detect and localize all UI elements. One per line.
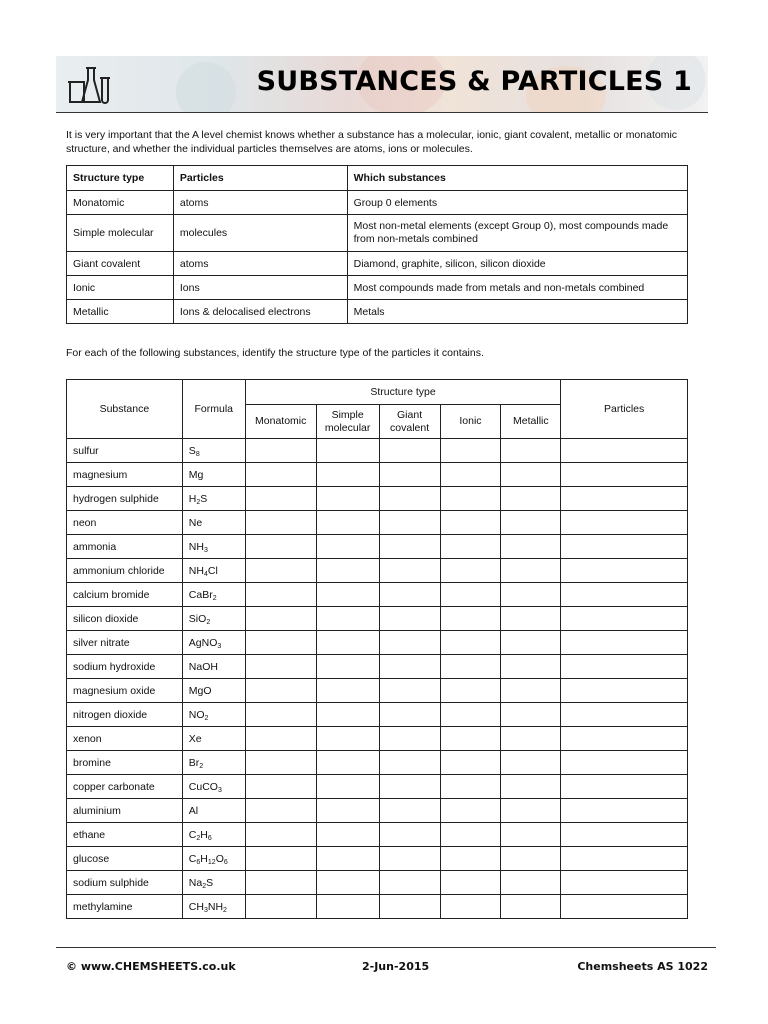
- answer-cell-giant-covalent[interactable]: [379, 583, 440, 607]
- type-header-giant-covalent: Giant covalent: [379, 405, 440, 439]
- table-row: [67, 847, 688, 871]
- answer-cell-particles[interactable]: [561, 535, 688, 559]
- substances-cell: Most non-metal elements (except Group 0), most compounds made from non-metals combined: [347, 215, 687, 252]
- answer-cell-monatomic[interactable]: [245, 895, 316, 919]
- answer-cell-particles[interactable]: [561, 799, 688, 823]
- formula-cell: Al: [182, 799, 245, 823]
- answer-cell-simple-molecular[interactable]: [316, 871, 379, 895]
- table-row: [67, 583, 688, 607]
- substances-cell: Most compounds made from metals and non-metals combined: [347, 276, 687, 300]
- worksheet-header-row: [67, 380, 688, 405]
- answer-cell-metallic[interactable]: [501, 583, 561, 607]
- table-row: [67, 895, 688, 919]
- answer-cell-monatomic[interactable]: [245, 871, 316, 895]
- answer-cell-particles[interactable]: [561, 583, 688, 607]
- formula-cell: NaOH: [182, 655, 245, 679]
- answer-cell-giant-covalent[interactable]: [379, 871, 440, 895]
- answer-cell-ionic[interactable]: [440, 751, 501, 775]
- answer-cell-simple-molecular[interactable]: [316, 679, 379, 703]
- answer-cell-simple-molecular[interactable]: [316, 895, 379, 919]
- answer-cell-simple-molecular[interactable]: [316, 631, 379, 655]
- substances-cell: Diamond, graphite, silicon, silicon dioxide: [347, 252, 687, 276]
- answer-cell-simple-molecular[interactable]: [316, 655, 379, 679]
- table-row: [67, 727, 688, 751]
- answer-cell-metallic[interactable]: [501, 871, 561, 895]
- table-row: [67, 535, 688, 559]
- answer-cell-ionic[interactable]: [440, 487, 501, 511]
- answer-cell-particles[interactable]: [561, 607, 688, 631]
- answer-cell-ionic[interactable]: [440, 799, 501, 823]
- answer-cell-monatomic[interactable]: [245, 607, 316, 631]
- formula-cell: CuCO$_3$: [182, 775, 245, 799]
- answer-cell-giant-covalent[interactable]: [379, 727, 440, 751]
- formula-cell: $H_2S$: [182, 487, 245, 511]
- table-row: [67, 775, 688, 799]
- substance-cell: methylamine: [67, 895, 183, 919]
- formula-header: Formula: [182, 380, 245, 439]
- table-row: [67, 300, 688, 324]
- answer-cell-giant-covalent[interactable]: [379, 823, 440, 847]
- structure-type-cell: Metallic: [67, 300, 174, 324]
- footer-date: 2-Jun-2015: [362, 960, 430, 973]
- header-banner: [56, 56, 708, 112]
- answer-cell-metallic[interactable]: [501, 511, 561, 535]
- answer-cell-ionic[interactable]: [440, 439, 501, 463]
- answer-cell-simple-molecular[interactable]: [316, 775, 379, 799]
- page-title: SUBSTANCES & PARTICLES 1: [256, 66, 692, 97]
- answer-cell-monatomic[interactable]: [245, 559, 316, 583]
- answer-cell-monatomic[interactable]: [245, 487, 316, 511]
- substance-header: Substance: [67, 380, 183, 439]
- answer-cell-monatomic[interactable]: [245, 679, 316, 703]
- substance-cell: sulfur: [67, 439, 183, 463]
- answer-cell-simple-molecular[interactable]: [316, 535, 379, 559]
- answer-cell-particles[interactable]: [561, 439, 688, 463]
- answer-cell-particles[interactable]: [561, 511, 688, 535]
- answer-cell-monatomic[interactable]: [245, 847, 316, 871]
- answer-cell-giant-covalent[interactable]: [379, 751, 440, 775]
- table-row: [67, 679, 688, 703]
- answer-cell-simple-molecular[interactable]: [316, 751, 379, 775]
- answer-cell-monatomic[interactable]: [245, 775, 316, 799]
- answer-cell-monatomic[interactable]: [245, 799, 316, 823]
- formula-cell: Ne: [182, 511, 245, 535]
- answer-cell-giant-covalent[interactable]: [379, 799, 440, 823]
- answer-cell-giant-covalent[interactable]: [379, 679, 440, 703]
- answer-cell-metallic[interactable]: [501, 655, 561, 679]
- substance-cell: xenon: [67, 727, 183, 751]
- answer-cell-simple-molecular[interactable]: [316, 559, 379, 583]
- formula-cell: $NH_4Cl$: [182, 559, 245, 583]
- answer-cell-metallic[interactable]: [501, 727, 561, 751]
- type-header-simple-molecular: Simple molecular: [316, 405, 379, 439]
- table-row: [67, 463, 688, 487]
- answer-cell-simple-molecular[interactable]: [316, 511, 379, 535]
- answer-cell-giant-covalent[interactable]: [379, 703, 440, 727]
- substance-cell: bromine: [67, 751, 183, 775]
- answer-cell-monatomic[interactable]: [245, 535, 316, 559]
- answer-cell-monatomic[interactable]: [245, 727, 316, 751]
- table-row: [67, 252, 688, 276]
- table-row: [67, 607, 688, 631]
- answer-cell-ionic[interactable]: [440, 679, 501, 703]
- substance-cell: aluminium: [67, 799, 183, 823]
- formula-cell: $Na_2S$: [182, 871, 245, 895]
- formula-cell: AgNO$_3$: [182, 631, 245, 655]
- reference-table: [66, 165, 688, 324]
- formula-cell: $NH_3$: [182, 535, 245, 559]
- answer-cell-monatomic[interactable]: [245, 439, 316, 463]
- answer-cell-metallic[interactable]: [501, 799, 561, 823]
- table-row: [67, 703, 688, 727]
- formula-cell: $CH_3NH_2$: [182, 895, 245, 919]
- answer-cell-ionic[interactable]: [440, 583, 501, 607]
- substances-cell: Metals: [347, 300, 687, 324]
- structure-type-cell: Simple molecular: [67, 215, 174, 252]
- answer-cell-particles[interactable]: [561, 631, 688, 655]
- answer-cell-metallic[interactable]: [501, 703, 561, 727]
- answer-cell-monatomic[interactable]: [245, 703, 316, 727]
- substance-cell: hydrogen sulphide: [67, 487, 183, 511]
- column-header: Structure type: [67, 166, 174, 191]
- formula-cell: $NO_2$: [182, 703, 245, 727]
- formula-cell: $C_2H_6$: [182, 823, 245, 847]
- answer-cell-monatomic[interactable]: [245, 823, 316, 847]
- table-row: [67, 751, 688, 775]
- answer-cell-particles[interactable]: [561, 655, 688, 679]
- substance-cell: calcium bromide: [67, 583, 183, 607]
- answer-cell-particles[interactable]: [561, 679, 688, 703]
- answer-cell-particles[interactable]: [561, 823, 688, 847]
- answer-cell-ionic[interactable]: [440, 727, 501, 751]
- intro-paragraph: It is very important that the A level chemist knows whether a substance has a molecular, ionic, giant covalent, metallic or monatomic structure, and whether the individual particles themselves are atoms, ions or molecules.: [66, 129, 678, 155]
- answer-cell-ionic[interactable]: [440, 655, 501, 679]
- answer-cell-particles[interactable]: [561, 775, 688, 799]
- table-row: [67, 631, 688, 655]
- answer-cell-giant-covalent[interactable]: [379, 439, 440, 463]
- formula-cell: MgO: [182, 679, 245, 703]
- answer-cell-simple-molecular[interactable]: [316, 703, 379, 727]
- answer-cell-particles[interactable]: [561, 871, 688, 895]
- table-row: [67, 559, 688, 583]
- particles-cell: Ions: [173, 276, 347, 300]
- substance-cell: magnesium: [67, 463, 183, 487]
- answer-cell-particles[interactable]: [561, 847, 688, 871]
- answer-cell-metallic[interactable]: [501, 847, 561, 871]
- substance-cell: ammonia: [67, 535, 183, 559]
- answer-cell-metallic[interactable]: [501, 487, 561, 511]
- answer-cell-simple-molecular[interactable]: [316, 607, 379, 631]
- table-row: [67, 655, 688, 679]
- structure-type-cell: Ionic: [67, 276, 174, 300]
- answer-cell-monatomic[interactable]: [245, 655, 316, 679]
- answer-cell-giant-covalent[interactable]: [379, 655, 440, 679]
- answer-cell-giant-covalent[interactable]: [379, 775, 440, 799]
- table-row: [67, 511, 688, 535]
- answer-cell-metallic[interactable]: [501, 751, 561, 775]
- table-row: [67, 871, 688, 895]
- banner-decoration: [176, 62, 236, 112]
- type-header-ionic: Ionic: [440, 405, 501, 439]
- answer-cell-metallic[interactable]: [501, 823, 561, 847]
- reference-header-row: [67, 166, 688, 191]
- worksheet-body: [67, 439, 688, 919]
- table-row: [67, 439, 688, 463]
- answer-cell-metallic[interactable]: [501, 559, 561, 583]
- answer-cell-simple-molecular[interactable]: [316, 847, 379, 871]
- formula-cell: Xe: [182, 727, 245, 751]
- footer-website: © www.CHEMSHEETS.co.uk: [66, 960, 236, 973]
- answer-cell-particles[interactable]: [561, 895, 688, 919]
- answer-cell-simple-molecular[interactable]: [316, 487, 379, 511]
- header-divider: [56, 112, 708, 113]
- glassware-logo-icon: [64, 62, 112, 110]
- answer-cell-ionic[interactable]: [440, 847, 501, 871]
- answer-cell-simple-molecular[interactable]: [316, 799, 379, 823]
- answer-cell-ionic[interactable]: [440, 607, 501, 631]
- substances-cell: Group 0 elements: [347, 191, 687, 215]
- table-row: [67, 799, 688, 823]
- answer-cell-particles[interactable]: [561, 751, 688, 775]
- answer-cell-metallic[interactable]: [501, 439, 561, 463]
- formula-cell: CaBr$_2$: [182, 583, 245, 607]
- substance-cell: glucose: [67, 847, 183, 871]
- answer-cell-simple-molecular[interactable]: [316, 823, 379, 847]
- answer-cell-simple-molecular[interactable]: [316, 439, 379, 463]
- substance-cell: ethane: [67, 823, 183, 847]
- table-row: [67, 823, 688, 847]
- answer-cell-metallic[interactable]: [501, 631, 561, 655]
- table-row: [67, 276, 688, 300]
- answer-cell-metallic[interactable]: [501, 535, 561, 559]
- answer-cell-giant-covalent[interactable]: [379, 895, 440, 919]
- particles-cell: atoms: [173, 252, 347, 276]
- structure-type-cell: Giant covalent: [67, 252, 174, 276]
- answer-cell-giant-covalent[interactable]: [379, 631, 440, 655]
- answer-cell-monatomic[interactable]: [245, 751, 316, 775]
- substance-cell: copper carbonate: [67, 775, 183, 799]
- answer-cell-ionic[interactable]: [440, 871, 501, 895]
- answer-cell-metallic[interactable]: [501, 607, 561, 631]
- column-header: Particles: [173, 166, 347, 191]
- substance-cell: ammonium chloride: [67, 559, 183, 583]
- answer-cell-simple-molecular[interactable]: [316, 463, 379, 487]
- substance-cell: neon: [67, 511, 183, 535]
- answer-cell-ionic[interactable]: [440, 511, 501, 535]
- footer-sheet-code: Chemsheets AS 1022: [577, 960, 708, 973]
- formula-cell: $C_6H_{12}O_6$: [182, 847, 245, 871]
- answer-cell-ionic[interactable]: [440, 535, 501, 559]
- worksheet-table: [66, 379, 688, 919]
- answer-cell-particles[interactable]: [561, 703, 688, 727]
- formula-cell: SiO$_2$: [182, 607, 245, 631]
- type-header-monatomic: Monatomic: [245, 405, 316, 439]
- answer-cell-ionic[interactable]: [440, 559, 501, 583]
- answer-cell-giant-covalent[interactable]: [379, 511, 440, 535]
- answer-cell-metallic[interactable]: [501, 679, 561, 703]
- table-row: [67, 215, 688, 252]
- answer-cell-simple-molecular[interactable]: [316, 727, 379, 751]
- answer-cell-giant-covalent[interactable]: [379, 607, 440, 631]
- answer-cell-monatomic[interactable]: [245, 463, 316, 487]
- formula-cell: $Br_2$: [182, 751, 245, 775]
- column-header: Which substances: [347, 166, 687, 191]
- answer-cell-giant-covalent[interactable]: [379, 535, 440, 559]
- substance-cell: sodium sulphide: [67, 871, 183, 895]
- answer-cell-giant-covalent[interactable]: [379, 847, 440, 871]
- answer-cell-giant-covalent[interactable]: [379, 463, 440, 487]
- answer-cell-metallic[interactable]: [501, 463, 561, 487]
- substance-cell: nitrogen dioxide: [67, 703, 183, 727]
- substance-cell: magnesium oxide: [67, 679, 183, 703]
- answer-cell-ionic[interactable]: [440, 775, 501, 799]
- answer-cell-ionic[interactable]: [440, 463, 501, 487]
- structure-type-cell: Monatomic: [67, 191, 174, 215]
- answer-cell-monatomic[interactable]: [245, 631, 316, 655]
- answer-cell-particles[interactable]: [561, 727, 688, 751]
- answer-cell-ionic[interactable]: [440, 631, 501, 655]
- particles-cell: atoms: [173, 191, 347, 215]
- answer-cell-ionic[interactable]: [440, 895, 501, 919]
- substance-cell: sodium hydroxide: [67, 655, 183, 679]
- type-header-metallic: Metallic: [501, 405, 561, 439]
- footer-divider: [56, 947, 716, 948]
- particles-header: Particles: [561, 380, 688, 439]
- formula-cell: Mg: [182, 463, 245, 487]
- substance-cell: silver nitrate: [67, 631, 183, 655]
- table-row: [67, 191, 688, 215]
- answer-cell-giant-covalent[interactable]: [379, 559, 440, 583]
- answer-cell-metallic[interactable]: [501, 775, 561, 799]
- answer-cell-particles[interactable]: [561, 487, 688, 511]
- answer-cell-giant-covalent[interactable]: [379, 487, 440, 511]
- formula-cell: $S_8$: [182, 439, 245, 463]
- structure-type-header: Structure type: [245, 380, 561, 405]
- particles-cell: Ions & delocalised electrons: [173, 300, 347, 324]
- instruction-text: For each of the following substances, identify the structure type of the particles it contains.: [66, 347, 484, 359]
- answer-cell-ionic[interactable]: [440, 823, 501, 847]
- particles-cell: molecules: [173, 215, 347, 252]
- answer-cell-simple-molecular[interactable]: [316, 583, 379, 607]
- answer-cell-monatomic[interactable]: [245, 583, 316, 607]
- answer-cell-particles[interactable]: [561, 463, 688, 487]
- substance-cell: silicon dioxide: [67, 607, 183, 631]
- table-row: [67, 487, 688, 511]
- answer-cell-particles[interactable]: [561, 559, 688, 583]
- answer-cell-ionic[interactable]: [440, 703, 501, 727]
- answer-cell-monatomic[interactable]: [245, 511, 316, 535]
- answer-cell-metallic[interactable]: [501, 895, 561, 919]
